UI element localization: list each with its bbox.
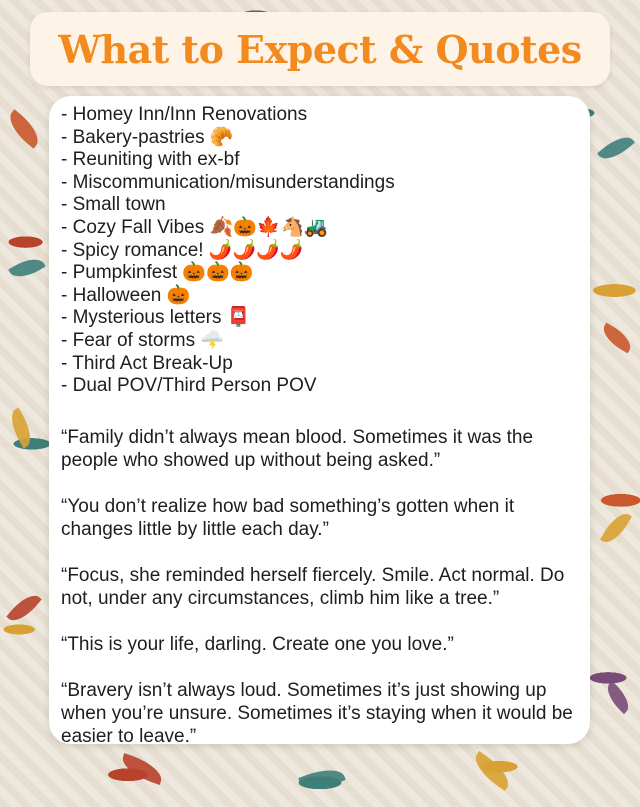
quote: “Bravery isn’t always loud. Sometimes it’s just showing up when you’re unsure. Sometimes it’s staying when it would be easier to leave.” bbox=[61, 679, 573, 747]
list-item: - Spicy romance! 🌶️🌶️🌶️🌶️ bbox=[61, 239, 304, 261]
leaf-decoration bbox=[118, 753, 166, 785]
quote: “You don’t realize how bad something’s gotten when it changes little by little each day.” bbox=[61, 495, 515, 540]
list-item: - Fear of storms 🌩️ bbox=[61, 329, 225, 351]
page-title: What to Expect & Quotes bbox=[58, 26, 582, 72]
expect-list bbox=[61, 104, 580, 398]
quote: “This is your life, darling. Create one you love.” bbox=[61, 633, 454, 655]
leaf-decoration bbox=[597, 130, 635, 165]
list-item: - Mysterious letters 📮 bbox=[61, 307, 251, 329]
title-banner bbox=[30, 12, 610, 86]
leaf-decoration bbox=[601, 681, 634, 714]
content-card bbox=[49, 96, 590, 747]
leaf-decoration bbox=[469, 751, 515, 791]
quotes-section bbox=[61, 426, 580, 748]
list-item: - Bakery-pastries 🥐 bbox=[61, 126, 234, 148]
leaf-decoration bbox=[6, 589, 41, 627]
quote: “Family didn’t always mean blood. Sometimes it was the people who showed up without being asked.” bbox=[61, 426, 534, 471]
list-item: - Small town bbox=[61, 194, 166, 216]
leaf-decoration bbox=[5, 408, 38, 449]
list-item: - Cozy Fall Vibes 🍂🎃🍁🐴🚜 bbox=[61, 216, 328, 238]
list-item: - Miscommunication/misunderstandings bbox=[61, 171, 395, 193]
list-item: - Homey Inn/Inn Renovations bbox=[61, 104, 308, 125]
list-item: - Third Act Break-Up bbox=[61, 352, 233, 374]
leaf-decoration bbox=[3, 109, 45, 149]
leaf-decoration bbox=[600, 508, 632, 547]
list-item: - Reuniting with ex-bf bbox=[61, 149, 240, 171]
list-item: - Pumpkinfest 🎃🎃🎃 bbox=[61, 262, 254, 284]
list-item: - Dual POV/Third Person POV bbox=[61, 375, 317, 397]
leaf-decoration bbox=[298, 763, 346, 795]
quote: “Focus, she reminded herself fiercely. Smile. Act normal. Do not, under any circumstances, climb him like a tree.” bbox=[61, 564, 565, 609]
list-item: - Halloween 🎃 bbox=[61, 284, 191, 306]
leaf-decoration bbox=[8, 253, 45, 284]
leaf-decoration bbox=[598, 323, 635, 354]
